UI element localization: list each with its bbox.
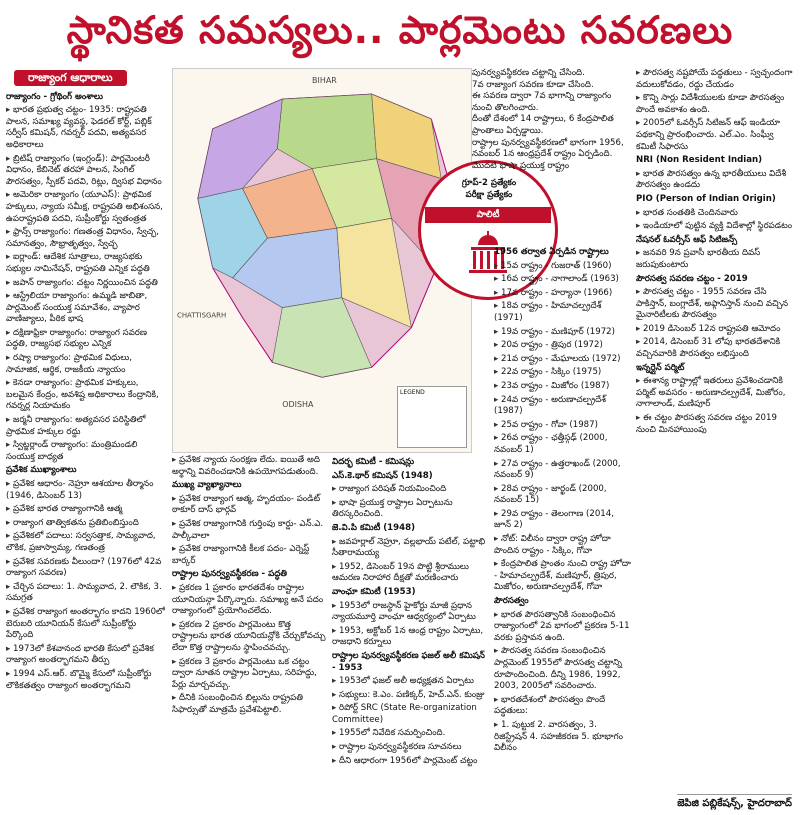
bullet-item: ▸ రాజ్యాంగ పరిషత్ నియమించింది — [332, 484, 490, 496]
bullet-item: ▸ జనవరి 9న ప్రవాసీ భారతీయ దివస్ జరుపుకుంటారు — [636, 248, 796, 271]
bullet-item: ▸ 1994 ఎస్.ఆర్. బొమ్మై కేసులో సుప్రీంకోర్టు లౌకికతత్వం రాజ్యాంగ అంతర్భాగమని — [6, 669, 166, 692]
bullet-item: ▸ ప్రకరణ 3 ప్రకారం పార్లమెంటు ఒక చట్టం ద్వారా నూతన రాష్ట్రాల ఏర్పాటు, సరిహద్దు, పేర్లు మార్చవచ్చు. — [172, 657, 328, 692]
bullet-item: ▸ ప్రవేశిక ఆధారం- నెహ్రూ ఆశయాల తీర్మానం (1946, డిసెంబర్ 13) — [6, 479, 166, 502]
bullet-item: ▸ ఇండియాలో పుట్టిన వ్యక్తి విదేశాల్లో స్థిరపడటం — [636, 221, 796, 233]
bullet-item: ▸ 15వ రాష్ట్రం - గుజరాత్ (1960) — [494, 261, 632, 273]
bullet-item: ▸ భారతదేశంలో పౌరసత్వం పొందే పద్ధతులు: — [494, 695, 632, 718]
map-label-south: ODISHA — [282, 400, 314, 410]
bullet-item: ▸ భాషా ప్రయుక్త రాష్ట్రాల ఏర్పాటును తిరస్కరించింది. — [332, 498, 490, 521]
section-heading: నేషనల్ ఓవర్సీస్ ఆఫ్ సిటిజన్స్ — [636, 234, 738, 245]
bullet-item: ▸ ప్రవేశిక న్యాయ సంరక్షణ లేదు. ఐయితే అది అర్థాన్ని వివరించడానికి ఉపయోగపడుతుంది. — [172, 455, 328, 478]
circle-line2: పరీక్షా ప్రత్యేకం — [465, 190, 513, 200]
bullet-item: దీంతో దేశంలో 14 రాష్ట్రాలు, 6 కేంద్రపాలిత ప్రాంతాలు ఏర్పడ్డాయి. — [472, 114, 614, 136]
bullet-item: ▸ భారత పౌరసత్వం ఉన్న భారతీయులు విదేశీ పౌరసత్వం ఉండదు — [636, 169, 796, 192]
bullet-item: ▸ ప్రకరణ 2 ప్రకారం పార్లమెంటు కొత్త రాష్ట్రాలను భారత యూనియన్లోకి చేర్చుకోవచ్చు లేదా కొత్త రాష్ట్రాలను స్థాపించవచ్చు. — [172, 620, 328, 655]
bullet-item: ▸ 23వ రాష్ట్రం - మిజోరం (1987) — [494, 381, 632, 393]
section-heading: రాష్ట్రాల పునర్వ్యవస్థీకరణ ఫజల్ అలీ కమిషన్ - 1953 — [332, 650, 485, 673]
section-heading: ఇన్నర్లైన్ పర్మిట్ — [636, 362, 685, 373]
bullet-item: ▸ 1953లో రాజస్థాన్ హైకోర్టు మాజీ ప్రధాన న్యాయమూర్తి వాంఛూ ఆధ్వర్యంలో ఏర్పాటు — [332, 601, 490, 624]
bullet-item: ▸ కొన్ని సార్లు విదేశీయులకు కూడా పౌరసత్వం పొందే అవకాశం ఉంది. — [636, 93, 796, 116]
section-heading: ప్రవేశిక ముఖ్యాంశాలు — [6, 465, 77, 476]
bullet-item: ▸ 24వ రాష్ట్రం - అరుణాచల్ప్రదేశ్ (1987) — [494, 395, 632, 418]
bullet-item: ▸ ప్రవేశిక రాజ్యాంగానికి కీలక పదం- ఎర్నెస్ట్ బార్కర్ — [172, 544, 328, 567]
bullet-item: ▸ సభ్యులు: కె.ఎం. పణిక్కర్, హెచ్.ఎన్. కుంజ్రు — [332, 690, 490, 702]
bullet-item: ▸ భారత పౌరసత్వానికి సంబంధించిన రాజ్యాంగంలో 2వ భాగంలో ప్రకరణ 5-11 వరకు ప్రస్తావన ఉంది. — [494, 610, 632, 645]
bullet-item: ▸ ప్రవేశికలో పదాలు: సర్వసత్తాక, సామ్యవాద, లౌకిక, ప్రజాస్వామ్య, గణతంత్ర — [6, 531, 166, 554]
bullet-item: ▸ 16వ రాష్ట్రం - నాగాలాండ్ (1963) — [494, 274, 632, 286]
bullet-item: ▸ జపాన్ రాజ్యాంగం: చట్టం నిర్ణయించిన పద్ధతి — [6, 278, 166, 290]
bullet-item: ▸ స్విట్జర్లాండ్ రాజ్యాంగం: మంత్రిమండలి సంయుక్త బాధ్యత — [6, 440, 166, 463]
section-pill: రాజ్యాంగ ఆధారాలు — [14, 70, 127, 86]
column-3 — [332, 455, 490, 813]
footer-credit: జెపిజి పబ్లికేషన్స్, హైదరాబాద్ — [677, 794, 792, 811]
bullet-item: ▸ పౌరసత్వ సవరణ సంబంధించిన పార్లమెంట్ 1955లో పౌరసత్వ చట్టాన్ని రూపొందించింది. దీన్ని 1986, 1992, 2003, 2005లో సవరించారు. — [494, 646, 632, 692]
bullet-item: ▸ భారత సంతతికి చెందినవారు — [636, 208, 796, 220]
section-heading: ఎస్.కె.థార్ కమిషన్ (1948) — [332, 470, 433, 481]
section-heading: ముఖ్య వ్యాఖ్యానాలు — [172, 480, 242, 491]
section-heading: పౌరసత్వం — [494, 596, 529, 607]
bullet-item: ▸ 19వ రాష్ట్రం - మణిపూర్ (1972) — [494, 327, 632, 339]
bullet-item: ▸ పౌరసత్వ చట్టం - 1955 సవరణ చేసి పాకిస్తాన్, బంగ్లాదేశ్, అఫ్గానిస్తాన్ నుంచి వచ్చిన మైనారిటీలకు పౌరసత్వం — [636, 287, 796, 322]
bullet-item: ▸ ఆస్ట్రేలియా రాజ్యాంగం: ఉమ్మడి జాబితా, పార్లమెంట్ సంయుక్త సమావేశం, వ్యాపార వాణిజ్యాలు, పీఠిక భాష — [6, 291, 166, 326]
bullet-item: ▸ 2019 డిసెంబర్ 12న రాష్ట్రపతి ఆమోదం — [636, 324, 796, 336]
bullet-item: ▸ పౌరసత్వ నష్టపోయే పద్ధతులు - స్వచ్ఛందంగా వదులుకోవడం, రద్దు చేయడం — [636, 68, 796, 91]
bullet-item: ▸ రష్యా రాజ్యాంగం: ప్రాథమిక విధులు, సామాజిక, ఆర్థిక, రాజకీయ న్యాయం — [6, 353, 166, 376]
bullet-item: ▸ 2014, డిసెంబర్ 31 లోపు భారతదేశానికి వచ్చినవారికి పౌరసత్వం లభిస్తుంది — [636, 337, 796, 360]
circle-line1: గ్రూప్-2 ప్రత్యేకం — [461, 178, 517, 188]
column-1-body — [6, 92, 166, 693]
bullet-item: ▸ అమెరికా రాజ్యాంగం (యూఎస్): ప్రాథమిక హక్కులు, న్యాయ సమీక్ష, రాష్ట్రపతి అభిశంసన, ఉపరాష్ట్రపతి పదవి, సుప్రీంకోర్టు స్వతంత్రత — [6, 190, 166, 225]
bullet-item: ▸ ఫ్రాన్స్ రాజ్యాంగం: గణతంత్ర విధానం, స్వేచ్ఛ, సమానత్వం, సౌభ్రాతృత్వం, స్వేచ్ఛ — [6, 227, 166, 250]
bullet-item: ▸ 1953లో ఫజల్ అలీ అధ్యక్షతన ఏర్పాటు — [332, 676, 490, 688]
section-heading: రాష్ట్రాల పునర్వ్యవస్థీకరణ - పద్ధతి — [172, 569, 288, 580]
section-heading: NRI (Non Resident Indian) — [636, 155, 763, 166]
bullet-item: ▸ దీనికి సంబంధించిన బిల్లును రాష్ట్రపతి సిఫార్సుతో మాత్రమే ప్రవేశపెట్టాలి. — [172, 693, 328, 716]
bullet-item: ▸ 28వ రాష్ట్రం - జార్ఖండ్ (2000, నవంబర్ 15) — [494, 484, 632, 507]
bullet-item: ▸ 25వ రాష్ట్రం - గోవా (1987) — [494, 420, 632, 432]
bullet-item: ▸ 22వ రాష్ట్రం - సిక్కిం (1975) — [494, 367, 632, 379]
bullet-item: ▸ బ్రిటిష్ రాజ్యాంగం (ఇంగ్లండ్): పార్లమెంటరీ విధానం, కేబినెట్ తరహా పాలన, సింగిల్ పౌరసత్వం, స్పీకర్ పదవి, రిట్లు, ద్విసభ విధానం — [6, 154, 166, 189]
bullet-item: ▸ 1955లో నివేదిక సమర్పించింది. — [332, 728, 490, 740]
bullet-item: ▸ దక్షిణాఫ్రికా రాజ్యాంగం: రాజ్యాంగ సవరణ పద్ధతి, రాజ్యసభ సభ్యుల ఎన్నిక — [6, 328, 166, 351]
bullet-item: ▸ రాజ్యాంగ తాత్వికతను ప్రతిబింబిస్తుంది — [6, 518, 166, 530]
column-1 — [6, 68, 166, 808]
bullet-item: ▸ జవహర్లాల్ నెహ్రూ, వల్లభాయ్ పటేల్, పట్టాభి సీతారామయ్య — [332, 537, 490, 560]
column-4 — [494, 245, 632, 813]
section-heading: విదర్భ కమిటీ - కమిషన్లు — [332, 457, 415, 467]
bullet-item: ▸ 21వ రాష్ట్రం - మేఘాలయ (1972) — [494, 354, 632, 366]
map-legend — [397, 386, 467, 448]
bullet-item: ▸ 17వ రాష్ట్రం - హర్యానా (1966) — [494, 288, 632, 300]
headline: స్థానికత సమస్యలు.. పార్లమెంటు సవరణలు — [66, 8, 734, 52]
bullet-item: ▸ 29వ రాష్ట్రం - తెలంగాణ (2014, జూన్ 2) — [494, 509, 632, 532]
bullet-item: ఈ సవరణ ద్వారా 7వ భాగాన్ని రాజ్యాంగం నుంచి తొలగించారు. — [472, 91, 612, 113]
bullet-item: 7వ రాజ్యాంగ సవరణ కూడా చేసింది. — [472, 79, 594, 90]
bullet-item: రాష్ట్రాల పునర్వ్యవస్థీకరణలో భాగంగా 1956, నవంబర్ 1న ఆంధ్రప్రదేశ్ రాష్ట్రం ఏర్పడింది. — [472, 137, 624, 160]
section-heading: 1956 తర్వాత ఏర్పడిన రాష్ట్రాలు — [494, 247, 609, 257]
bullet-item: ▸ రిపోర్ట్ SRC (State Re-organization Committee) — [332, 703, 490, 726]
bullet-item: ▸ ఈశాన్య రాష్ట్రాల్లో ఇతరులు ప్రవేశించడానికి పర్మిట్ అవసరం - అరుణాచల్ప్రదేశ్, మిజోరం, నాగాలాండ్, మణిపూర్ — [636, 376, 796, 411]
bullet-item: ▸ 18వ రాష్ట్రం - హిమాచల్ప్రదేశ్ (1971) — [494, 301, 632, 324]
section-heading: వాంఛూ కమిటీ (1953) — [332, 586, 416, 597]
bullet-item: ▸ కెనడా రాజ్యాంగం: ప్రాథమిక హక్కులు, బలమైన కేంద్రం, అవశిష్ట అధికారాలు కేంద్రానికి, గవర్నర్ల నియామకం — [6, 378, 166, 413]
section-heading: పౌరసత్వ సవరణ చట్టం - 2019 — [636, 273, 748, 284]
bullet-item: ▸ ఐర్లాండ్: ఆదేశిక సూత్రాలు, రాజ్యసభకు సభ్యుల నామినేషన్, రాష్ట్రపతి ఎన్నిక పద్ధతి — [6, 252, 166, 275]
bullet-item: ▸ నోట్: విలీనం ద్వారా రాష్ట్ర హోదా పొందిన రాష్ట్రం - సిక్కిం, గోవా — [494, 534, 632, 557]
bullet-item: ▸ 1. పుట్టుక 2. వారసత్వం, 3. రిజిస్ట్రేషన్ 4. సహజీకరణ 5. భూభాగం విలీనం — [494, 720, 632, 755]
section-heading: రాజ్యాంగం - గ్రోథింగ్ అంశాలు — [6, 91, 103, 102]
bullet-item: ▸ ప్రవేశిక రాజ్యాంగానికి గుర్తింపు కార్డు- ఎన్.ఎ. పాల్కీవాలా — [172, 519, 328, 542]
bullet-item: ▸ ప్రవేశిక సవరణకు వీలుందా? (1976లో 42వ రాజ్యాంగ సవరణ) — [6, 557, 166, 580]
bullet-item: ▸ ప్రకరణ 1 ప్రకారం భారతదేశం రాష్ట్రాల యూనియన్గా పేర్కొన్నారు. సమాఖ్య అనే పదం రాజ్యాంగంలో ప్రయోగించలేదు. — [172, 583, 328, 618]
column-5 — [636, 68, 796, 813]
map-label-north: BIHAR — [312, 76, 337, 86]
bullet-item: ▸ కేంద్రపాలిత ప్రాంతం నుంచి రాష్ట్ర హోదా - హిమాచల్ప్రదేశ్, మణిపూర్, త్రిపుర, మిజోరం, అరుణాచల్ప్రదేశ్, గోవా — [494, 559, 632, 594]
bullet-item: ▸ చేర్చిన పదాలు: 1. సామ్యవాద, 2. లౌకిక, 3. సమగ్రత — [6, 582, 166, 605]
bullet-item: పునర్వ్యవస్థీకరణ చట్టాన్ని చేసింది. — [472, 68, 585, 78]
bullet-item: ▸ భారత ప్రభుత్వ చట్టం- 1935: రాష్ట్రపతి పాలన, సమాఖ్య వ్యవస్థ, ఫెడరల్ కోర్ట్, పబ్లిక్ సర్వీస్ కమిషన్, గవర్నర్ పదవి, అత్యవసర అధికారాలు — [6, 105, 166, 151]
bullet-item: ▸ 20వ రాష్ట్రం - త్రిపుర (1972) — [494, 340, 632, 352]
bullet-item: ▸ 26వ రాష్ట్రం - ఛత్తీస్గఢ్ (2000, నవంబర్ 1) — [494, 433, 632, 456]
circle-band: పాలిటీ — [425, 207, 551, 223]
bullet-item: ▸ ప్రవేశిక రాజ్యాంగ ఆత్మ, హృదయం- పండిట్ ఠాకూర్ దాస్ భార్గవ్ — [172, 494, 328, 517]
bullet-item: ▸ 2005లో ఓవర్సీస్ సిటిజన్ ఆఫ్ ఇండియా పథకాన్ని ప్రారంభించారు. ఎల్.ఎం. సింఘ్వీ కమిటీ సిఫారసు — [636, 118, 796, 153]
bullet-item: ▸ ఈ చట్టం పౌరసత్వ సవరణ చట్టం 2019 నుంచి మినహాయింపు — [636, 413, 796, 436]
bullet-item: ▸ 27వ రాష్ట్రం - ఉత్తరాఖండ్ (2000, నవంబర్ 9) — [494, 459, 632, 482]
bullet-item: ▸ దీని ఆధారంగా 1956లో పార్లమెంట్ చట్టం — [332, 756, 490, 768]
bullet-item: మొదటి భాషా ప్రయుక్త రాష్ట్రం — [472, 160, 570, 171]
bullet-item: ▸ రాష్ట్రాల పునర్వ్యవస్థీకరణ సూచనలు — [332, 742, 490, 754]
legend-title: LEGEND — [400, 389, 425, 396]
section-heading: PIO (Person of Indian Origin) — [636, 193, 776, 204]
bullet-item: ▸ ప్రవేశిక రాజ్యాంగ అంతర్భాగం కాదని 1960లో బెరుబరి యూనియన్ కేసులో సుప్రీంకోర్టు పేర్కొంది — [6, 607, 166, 642]
section-heading: జె.వి.పి కమిటీ (1948) — [332, 522, 416, 533]
map-label-west: CHATTISGARH — [176, 311, 227, 320]
bullet-item: ▸ ప్రవేశిక భారత రాజ్యాంగానికి ఆత్మ — [6, 504, 166, 516]
bullet-item: ▸ జర్మనీ రాజ్యాంగం: అత్యవసర పరిస్థితిలో ప్రాథమిక హక్కుల రద్దు — [6, 415, 166, 438]
bullet-item: ▸ 1973లో కేశవానంద భారతి కేసులో ప్రవేశిక రాజ్యాంగ అంతర్భాగమని తీర్పు — [6, 644, 166, 667]
bullet-item: ▸ 1953, అక్టోబర్ 1న ఆంధ్ర రాష్ట్రం ఏర్పాటు, రాజధాని కర్నూలు — [332, 626, 490, 649]
bullet-item: ▸ 1952, డిసెంబర్ 19న పొట్టి శ్రీరాములు ఆమరణ నిరాహార దీక్షతో మరణించారు — [332, 562, 490, 585]
column-2 — [172, 455, 328, 813]
